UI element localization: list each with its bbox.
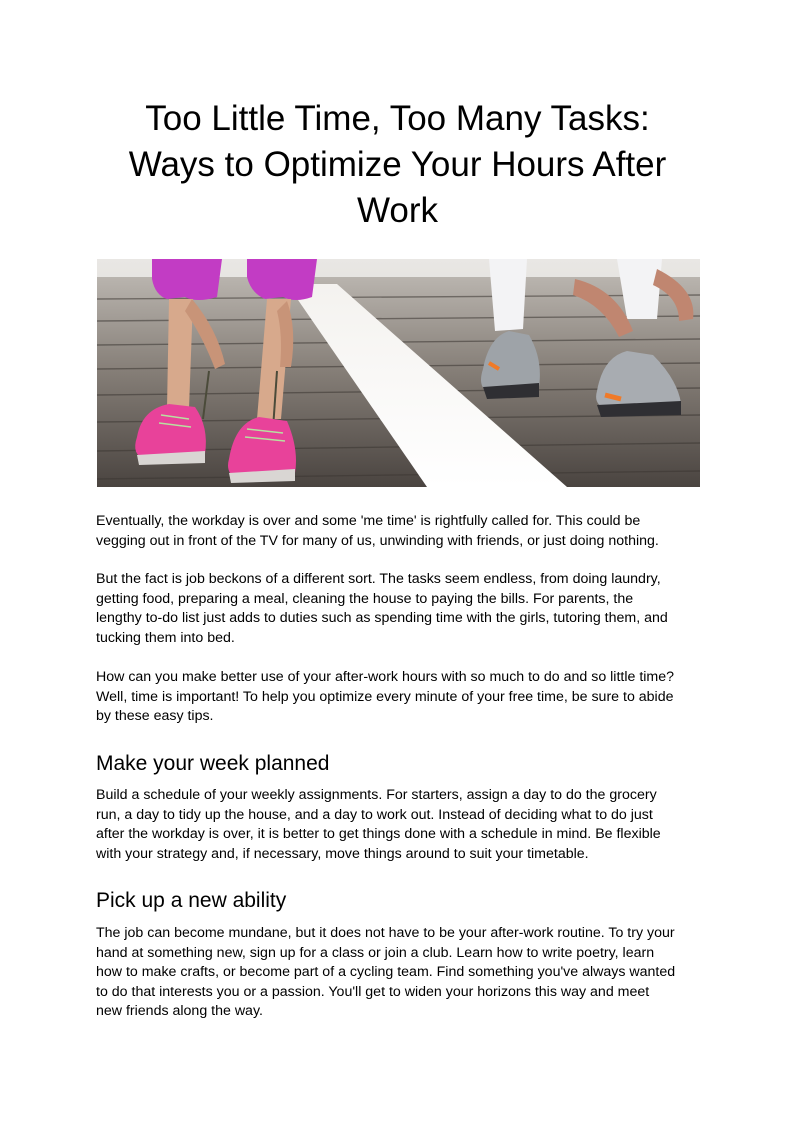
- hero-photo-runners-tying-shoes: [97, 259, 700, 487]
- intro-paragraph: [96, 668, 704, 727]
- text-line: new friends along the way.: [96, 1003, 263, 1019]
- text-line: with your strategy and, if necessary, move things around to suit your timetable.: [96, 845, 589, 862]
- title-line: Too Little Time, Too Many Tasks:: [145, 99, 650, 138]
- intro-paragraph: [96, 512, 704, 551]
- section-heading: Pick up a new ability: [96, 889, 287, 912]
- text-line: by these easy tips.: [96, 708, 214, 724]
- text-line: But the fact is job beckons of a different sort. The tasks seem endless, from doing laundry,: [96, 571, 661, 587]
- section-heading: Make your week planned: [96, 752, 330, 775]
- text-line: tucking them into bed.: [96, 629, 235, 646]
- hero-illustration: [97, 259, 700, 487]
- text-line: how to make crafts, or become part of a cycling team. Find something you've always wanted: [96, 964, 676, 980]
- section-paragraph: [96, 924, 704, 1022]
- text-line: How can you make better use of your after-work hours with so much to do and so little time?: [96, 669, 675, 685]
- text-line: getting food, preparing a meal, cleaning the house to paying the bills. For parents, the: [96, 590, 634, 607]
- text-line: The job can become mundane, but it does not have to be your after-work routine. To try your: [96, 925, 675, 941]
- text-line: Well, time is important! To help you optimize every minute of your free time, be sure to abide: [96, 688, 674, 705]
- section-paragraph: [96, 786, 704, 864]
- text-line: run, a day to tidy up the house, and a day to work out. Instead of deciding what to do just: [96, 806, 653, 823]
- text-line: vegging out in front of the TV for many of us, unwinding with friends, or just doing nothing.: [96, 532, 659, 549]
- text-line: lengthy to-do list just adds to duties such as spending time with the girls, tutoring them, and: [96, 610, 668, 626]
- text-line: Eventually, the workday is over and some 'me time' is rightfully called for. This could be: [96, 513, 641, 529]
- title-line: Work: [356, 191, 439, 230]
- text-line: after the workday is over, it is better to get things done with a schedule in mind. Be flexible: [96, 826, 661, 842]
- text-line: to do that interests you or a passion. You'll get to widen your horizons this way and meet: [96, 983, 650, 1000]
- text-line: Build a schedule of your weekly assignments. For starters, assign a day to do the grocery: [96, 787, 657, 803]
- title-line: Ways to Optimize Your Hours After: [128, 145, 667, 184]
- intro-paragraph: [96, 570, 704, 648]
- text-line: hand at something new, sign up for a class or join a club. Learn how to write poetry, learn: [96, 944, 655, 961]
- article-title: [96, 96, 699, 234]
